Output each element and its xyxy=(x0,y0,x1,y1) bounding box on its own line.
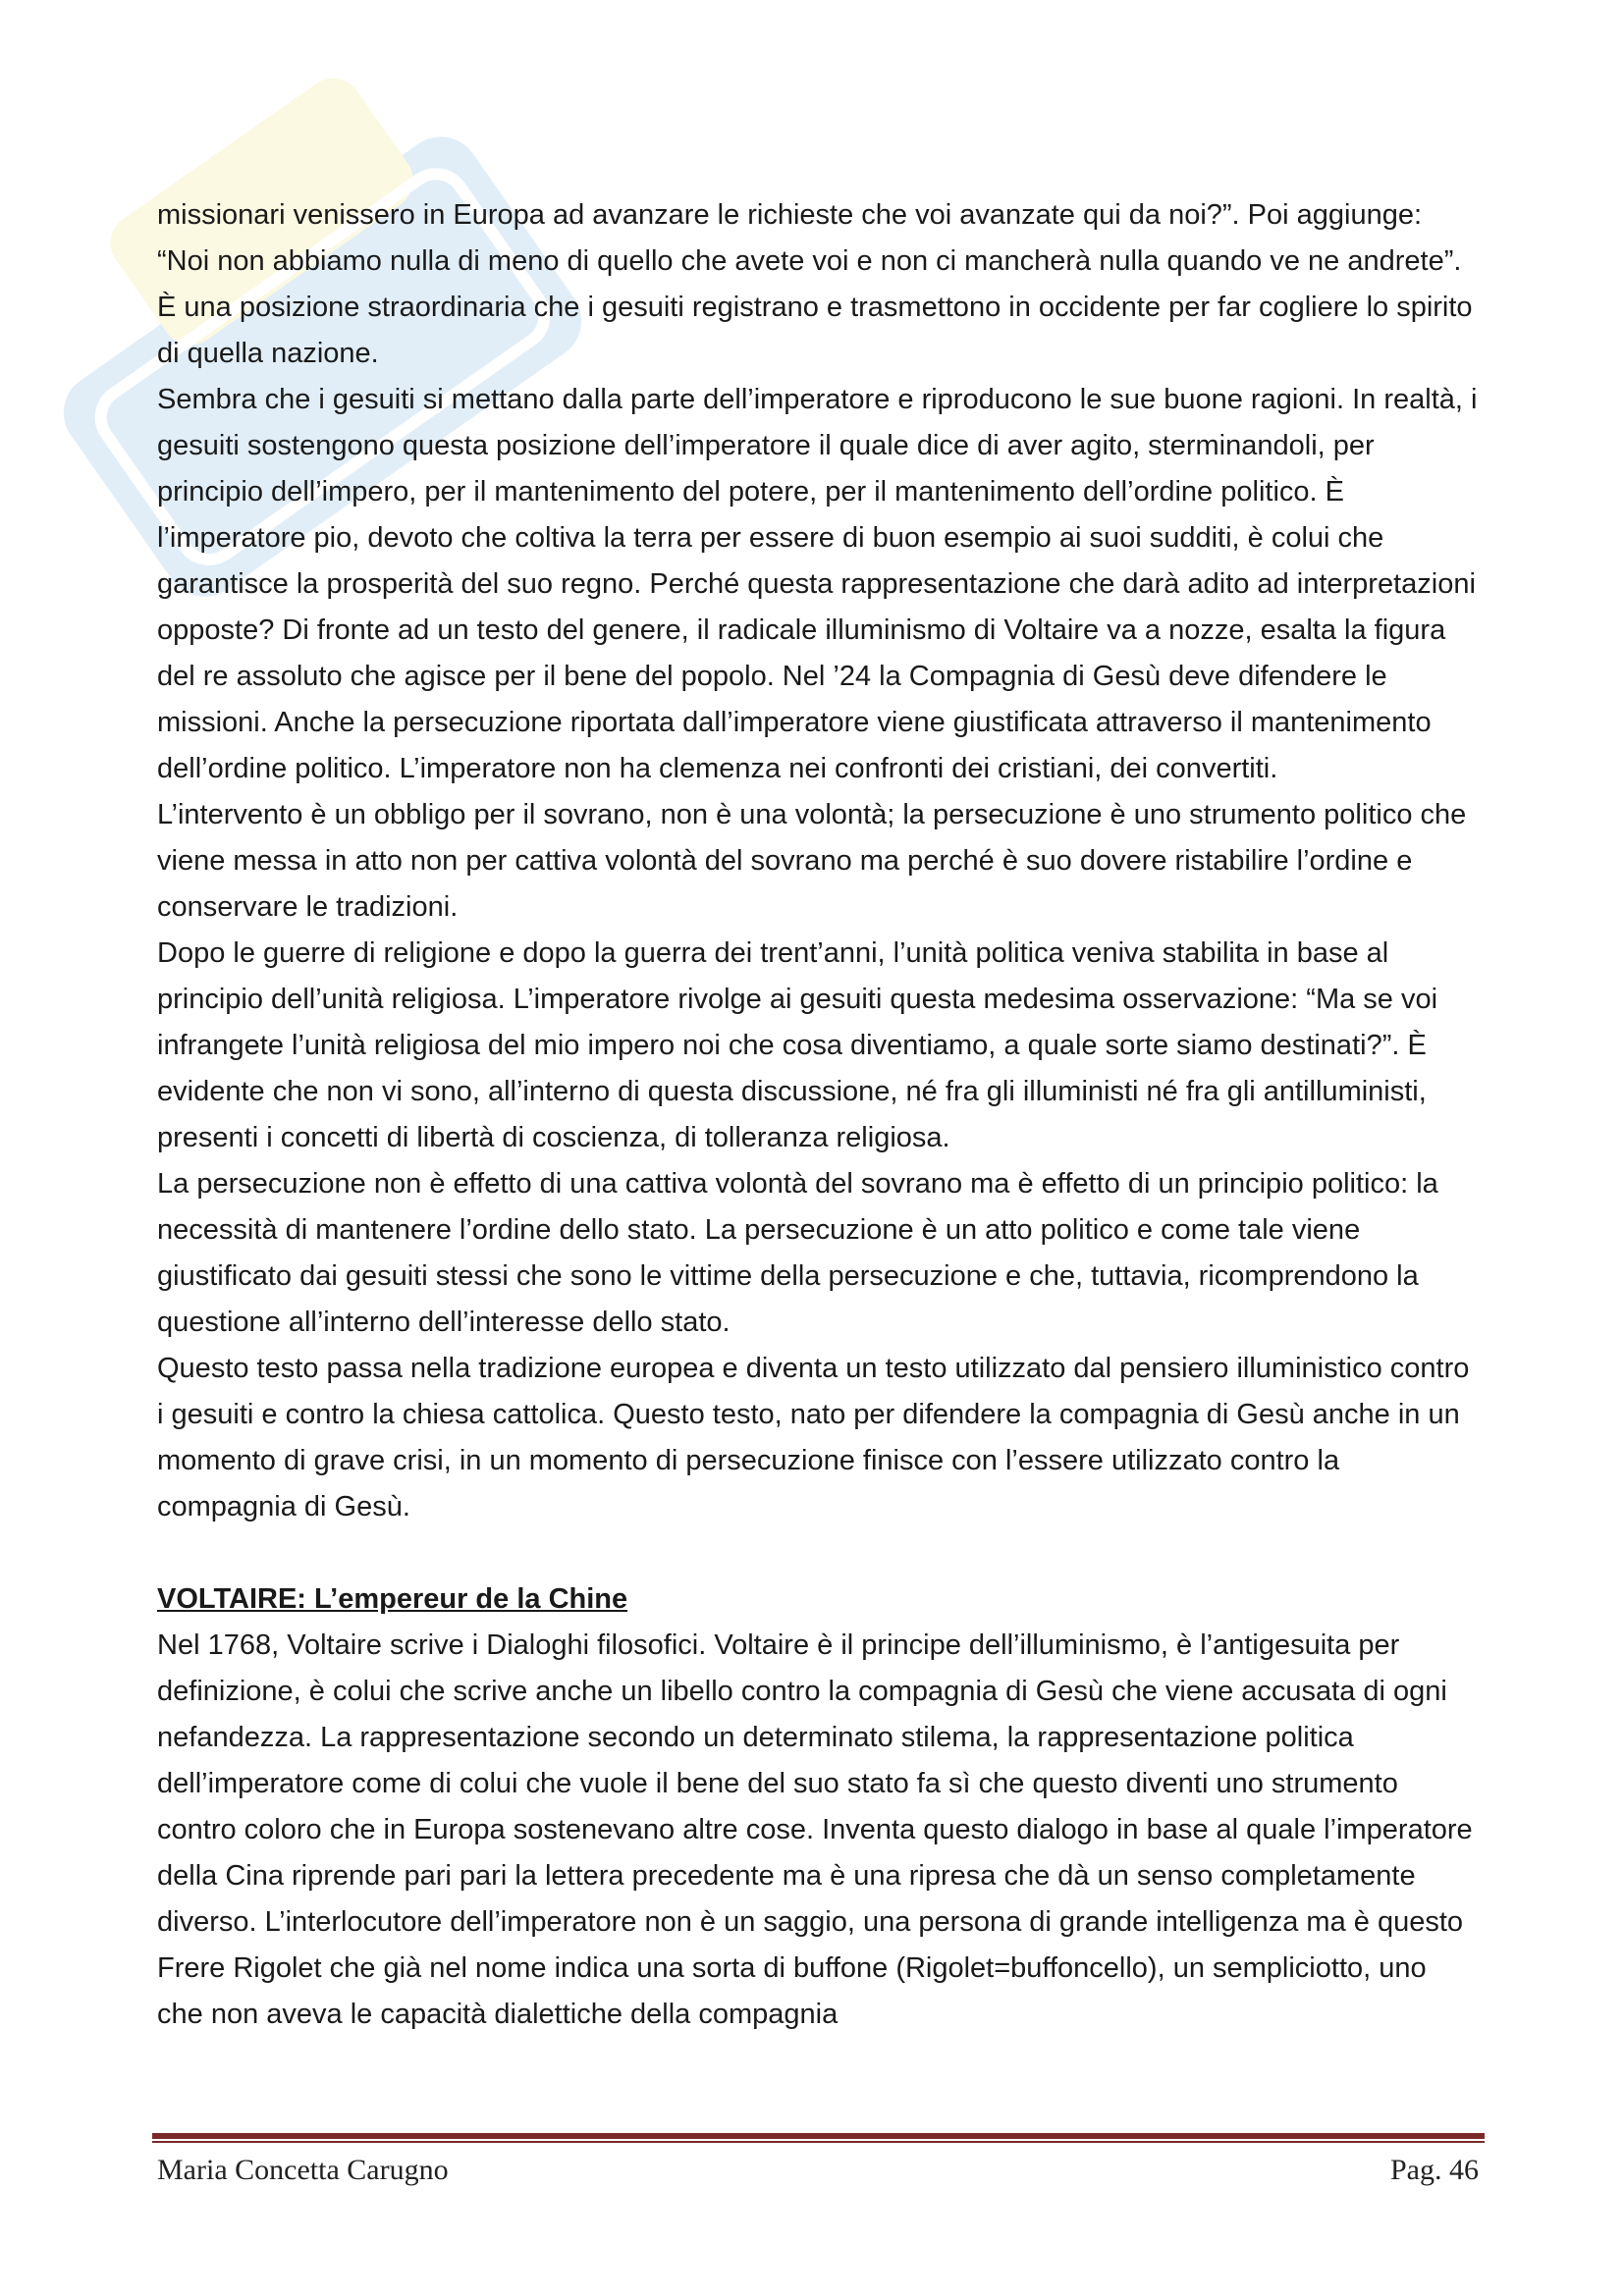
footer-author: Maria Concetta Carugno xyxy=(157,2154,449,2186)
page-number: Pag. 46 xyxy=(1390,2154,1479,2186)
paragraph-7: Nel 1768, Voltaire scrive i Dialoghi filosofici. Voltaire è il principe dell’illuminismo, è l’antigesuita per definizione, è colui che scrive anche un libello contro la compagnia di Gesù che viene accusata di ogni nefandezza. La rappresentazione secondo un determinato stilema, la rappresentazione politica dell’imperatore come di colui che vuole il bene del suo stato fa sì che questo diventi uno strumento contro coloro che in Europa sostenevano altre cose. Inventa questo dialogo in base al quale l’imperatore della Cina riprende pari pari la lettera precedente ma è una ripresa che dà un senso completamente diverso. L’interlocutore dell’imperatore non è un saggio, una persona di grande intelligenza ma è questo Frere Rigolet che già nel nome indica una sorta di buffone (Rigolet=buffoncello), un sempliciotto, uno che non aveva le capacità dialettiche della compagnia xyxy=(157,1629,1473,2030)
document-body xyxy=(157,192,1479,2038)
section-heading: VOLTAIRE: L’empereur de la Chine xyxy=(157,1583,628,1615)
paragraph-5: La persecuzione non è effetto di una cattiva volontà del sovrano ma è effetto di un principio politico: la necessità di mantenere l’ordine dello stato. La persecuzione è un atto politico e come tale viene giustificato dai gesuiti stessi che sono le vittime della persecuzione e che, tuttavia, ricomprendono la questione all’interno dell’interesse dello stato. xyxy=(157,1168,1438,1338)
paragraph-3: L’intervento è un obbligo per il sovrano, non è una volontà; la persecuzione è uno strumento politico che viene messa in atto non per cattiva volontà del sovrano ma perché è suo dovere ristabilire l’ordine e conservare le tradizioni. xyxy=(157,799,1467,923)
paragraph-4: Dopo le guerre di religione e dopo la guerra dei trent’anni, l’unità politica veniva stabilita in base al principio dell’unità religiosa. L’imperatore rivolge ai gesuiti questa medesima osservazione: “Ma se voi infrangete l’unità religiosa del mio impero noi che cosa diventiamo, a quale sorte siamo destinati?”. È evidente che non vi sono, all’interno di questa discussione, né fra gli illuministi né fra gli antilluministi, presenti i concetti di libertà di coscienza, di tolleranza religiosa. xyxy=(157,937,1438,1153)
paragraph-1: missionari venissero in Europa ad avanzare le richieste che voi avanzate qui da noi?”. Poi aggiunge: “Noi non abbiamo nulla di meno di quello che avete voi e non ci mancherà nulla quando ve ne andrete”. È una posizione straordinaria che i gesuiti registrano e trasmettono in occidente per far cogliere lo spirito di quella nazione. xyxy=(157,199,1473,369)
paragraph-2: Sembra che i gesuiti si mettano dalla parte dell’imperatore e riproducono le sue buone ragioni. In realtà, i gesuiti sostengono questa posizione dell’imperatore il quale dice di aver agito, sterminandoli, per principio dell’impero, per il mantenimento del potere, per il mantenimento dell’ordine politico. È l’imperatore pio, devoto che coltiva la terra per essere di buon esempio ai suoi sudditi, è colui che garantisce la prosperità del suo regno. Perché questa rappresentazione che darà adito ad interpretazioni opposte? Di fronte ad un testo del genere, il radicale illuminismo di Voltaire va a nozze, esalta la figura del re assoluto che agisce per il bene del popolo. Nel ’24 la Compagnia di Gesù deve difendere le missioni. Anche la persecuzione riportata dall’imperatore viene giustificata attraverso il mantenimento dell’ordine politico. L’imperatore non ha clemenza nei confronti dei cristiani, dei convertiti. xyxy=(157,384,1478,784)
paragraph-6: Questo testo passa nella tradizione europea e diventa un testo utilizzato dal pensiero illuministico contro i gesuiti e contro la chiesa cattolica. Questo testo, nato per difendere la compagnia di Gesù anche in un momento di grave crisi, in un momento di persecuzione finisce con l’essere utilizzato contro la compagnia di Gesù. xyxy=(157,1353,1470,1522)
footer-divider xyxy=(152,2133,1485,2143)
